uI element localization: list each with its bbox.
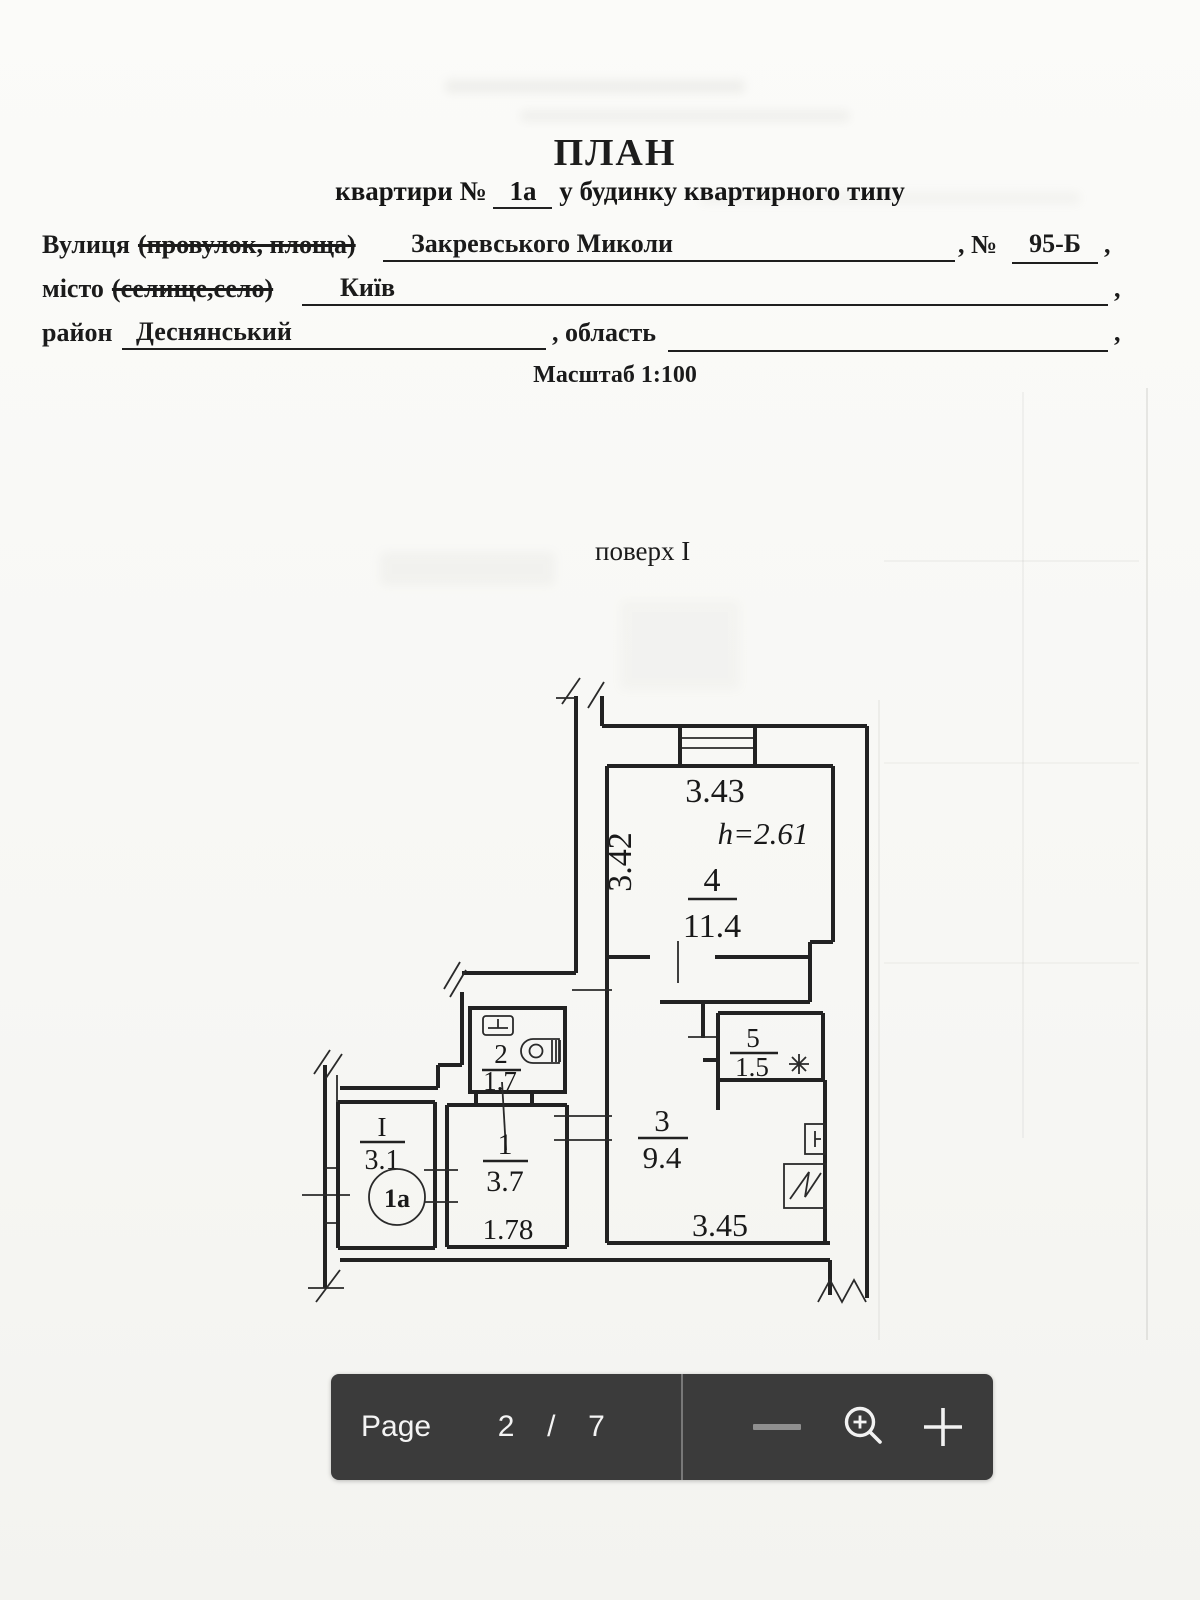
dim-top: 3.43 [685,773,745,810]
bleed-line [1022,392,1024,1138]
roomI-number: I [377,1112,387,1142]
zoom-out-button[interactable] [745,1374,809,1480]
zoom-toggle-button[interactable] [833,1374,897,1480]
page-subtitle [20,176,1200,207]
room1-area: 3.7 [486,1165,524,1198]
comma: , [1104,230,1111,259]
street-value: Закревського Миколи [383,228,955,262]
room5-number: 5 [746,1023,760,1053]
district-label: район [42,318,113,347]
star-symbol [789,1054,809,1074]
page-indicator [331,1410,681,1444]
house-no-label: , № [958,230,998,259]
comma: , [1114,318,1121,347]
bleed-line [1146,388,1148,1340]
pdf-page-toolbar [331,1374,993,1480]
floor-plan [300,650,900,1350]
total-pages: 7 [588,1410,605,1443]
bleed-line [884,560,1139,562]
room4-number: 4 [703,862,721,899]
street-label-struck: (провулок, площа) [137,230,356,259]
bleed-smudge [380,552,555,586]
plus-icon [921,1405,965,1449]
house-no-value: 95-Б [1012,228,1098,264]
current-page: 2 [497,1410,515,1443]
toolbar-zoom-controls [683,1374,993,1480]
apartment-badge: 1а [384,1184,410,1213]
boiler-icon [784,1164,826,1208]
subtitle-prefix: квартири № [335,176,487,206]
scale-label: Масштаб 1:100 [533,362,697,388]
bleed-smudge [445,80,745,93]
room1-number: 1 [497,1128,513,1161]
room2-number: 2 [494,1039,508,1069]
ceiling-height: h=2.61 [717,816,809,851]
bleed-line [884,762,1139,764]
dim-room1: 1.78 [482,1214,534,1246]
region-label: , область [552,318,656,347]
comma: , [1114,274,1121,303]
minus-icon [753,1424,801,1430]
room3-fixtures [784,1054,826,1208]
floor-label: поверх І [595,536,691,566]
city-value: Київ [302,272,1108,306]
dim-left: 3.42 [602,832,639,892]
street-label: Вулиця (провулок, площа) [42,230,356,259]
district-value: Деснянський [122,316,546,350]
room2-area: 1.7 [483,1066,517,1096]
bleed-smudge [520,110,850,122]
floor-plan-labels [360,773,808,1246]
room3-area: 9.4 [642,1140,682,1175]
washing-machine-icon [521,1039,559,1063]
page-separator: / [547,1410,556,1443]
bleed-line [884,962,1139,964]
room3-number: 3 [654,1103,670,1138]
zoom-magnifier-icon [841,1403,889,1451]
city-label: місто (селище,село) [42,274,274,303]
city-label-struck: (селище,село) [111,274,274,303]
page-label: Page [361,1410,432,1443]
subtitle-suffix: у будинку квартирного типу [559,176,905,206]
zoom-in-button[interactable] [911,1374,975,1480]
roomI-area: 3.1 [364,1145,400,1176]
room4-area: 11.4 [682,908,742,945]
region-value-empty [668,316,1108,352]
room5-area: 1.5 [735,1052,769,1082]
page-title: ПЛАН [553,132,677,174]
apartment-number: 1а [493,176,552,209]
dim-room3: 3.45 [692,1207,748,1243]
